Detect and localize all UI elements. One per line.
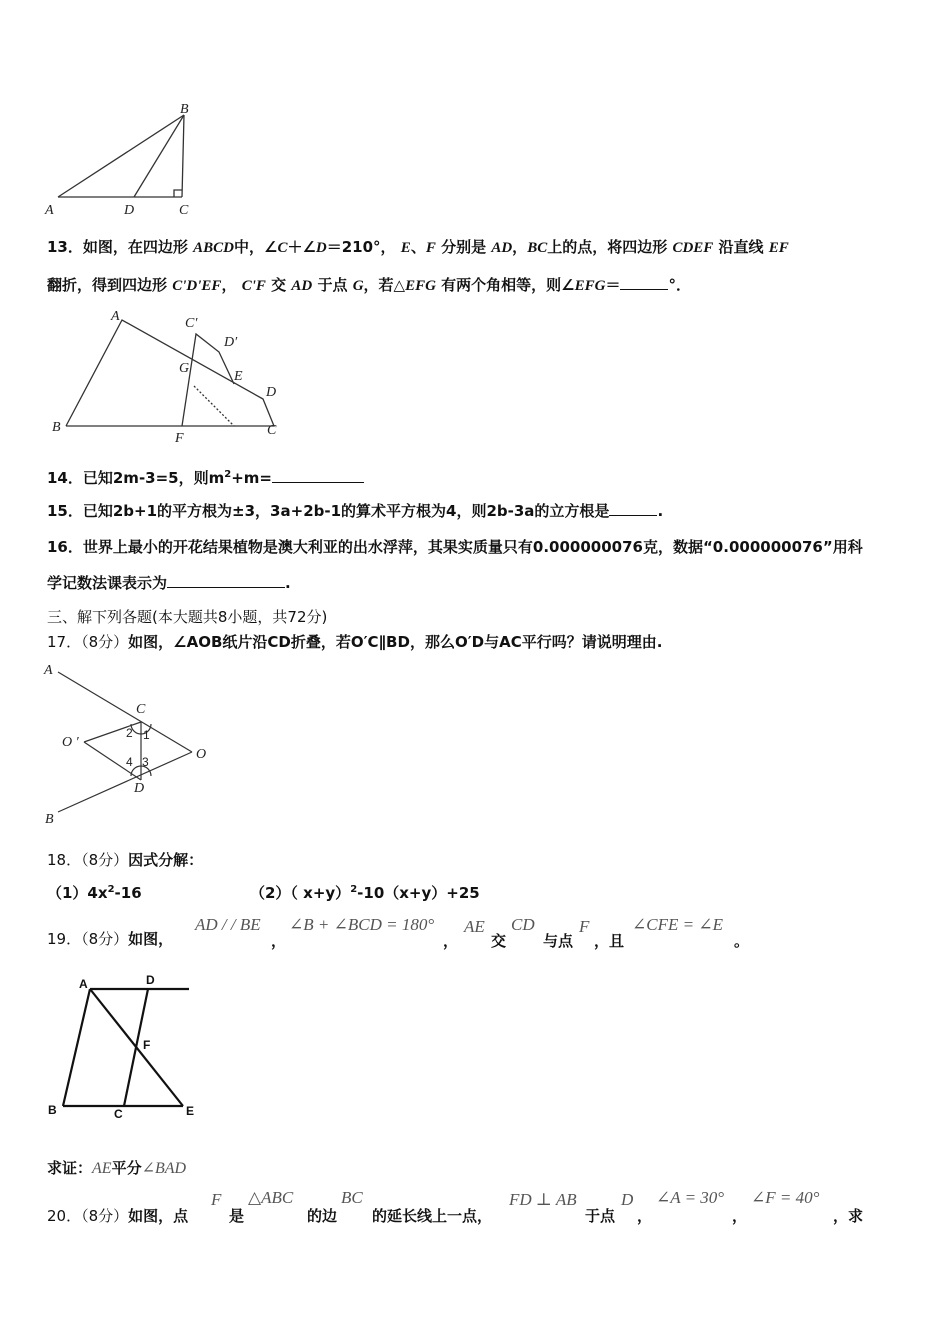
label-D: D	[266, 385, 277, 400]
label-A: A	[111, 309, 120, 324]
math-ae: AE	[464, 917, 485, 936]
label-E: E	[234, 369, 243, 384]
label-G: G	[179, 361, 190, 376]
q14: 14．已知2m-3=5，则$m^2+m=$	[47, 467, 364, 488]
math-angle-sum: ∠B + ∠BCD = 180°	[289, 915, 435, 934]
q13-line1: 13．如图，在四边形 ABCD中，∠C＋∠D＝210°， E、F 分别是 AD，BC上的点，将四边形 CDEF 沿直线 EF	[47, 238, 789, 256]
angle-4: 4	[126, 755, 133, 769]
label-F: F	[143, 1038, 151, 1052]
label-C: C	[136, 702, 146, 717]
label-B: B	[52, 420, 61, 435]
label-C: C	[179, 203, 189, 218]
math-triangle-abc: △ABC	[248, 1188, 294, 1207]
q19-label: 19．（8分）如图，	[47, 930, 174, 948]
label-D-prime: D′	[224, 335, 238, 350]
math-ad-parallel-be: AD / / BE	[195, 915, 261, 934]
math-cfe-eq-e: ∠CFE = ∠E	[632, 915, 723, 934]
math-cd: CD	[511, 915, 535, 934]
q18: 18．（8分）因式分解：	[47, 851, 204, 869]
q13-line2: 翻折，得到四边形 C'D'EF， C'F 交 AD 于点 G，若△EFG 有两个角相等，则∠EFG＝ °．	[47, 276, 691, 294]
label-C: C	[267, 423, 277, 438]
q18-part1: $(1)4x^2-16$	[47, 884, 142, 902]
math-d: D	[621, 1190, 634, 1209]
math-f: F	[579, 917, 590, 936]
q15: 15．已知2b+1的平方根为±3，3a+2b-1的算术平方根为4，则2b-3a的立方根是 .	[47, 502, 664, 520]
q16-line1: 16．世界上最小的开花结果植物是澳大利亚的出水浮萍，其果实质量只有0.000000076克，数据“0.000000076”用科	[47, 538, 863, 556]
q16-line2: 学记数法课表示为 .	[47, 574, 291, 592]
math-angle-f: ∠F = 40°	[751, 1188, 820, 1207]
math-bc: BC	[341, 1188, 363, 1207]
label-A: A	[79, 977, 88, 991]
label-O: O	[196, 747, 207, 762]
angle-1: 1	[143, 728, 150, 742]
section-title: 三、解下列各题(本大题共8小题，共72分)	[47, 608, 328, 626]
q19-proof: 求证：AE平分∠BAD	[47, 1159, 187, 1177]
label-C: C	[114, 1107, 123, 1121]
label-B: B	[45, 812, 54, 827]
q17: 17．（8分）如图，∠AOB纸片沿CD折叠，若O′C∥BD，那么O′D与AC平行吗？请说明理由.	[47, 633, 663, 651]
label-D: D	[134, 781, 145, 796]
math-f: F	[211, 1190, 222, 1209]
label-E: E	[186, 1104, 195, 1118]
math-fd-perp-ab: FD ⊥ AB	[509, 1190, 577, 1209]
q20-label: 20．（8分）如图，点	[47, 1207, 189, 1225]
angle-2: 2	[126, 726, 133, 740]
label-D: D	[124, 203, 135, 218]
angle-3: 3	[142, 755, 149, 769]
label-O-prime: O ′	[62, 735, 79, 750]
label-D: D	[146, 973, 155, 987]
label-F: F	[175, 431, 184, 446]
label-C-prime: C′	[185, 316, 198, 331]
label-A: A	[44, 663, 53, 678]
q18-part2: （2）（ x+y）$^2$-10（x+y）+25	[250, 884, 480, 902]
label-B: B	[180, 102, 189, 117]
label-B: B	[48, 1103, 57, 1117]
label-A: A	[45, 203, 54, 218]
math-angle-a: ∠A = 30°	[656, 1188, 725, 1207]
